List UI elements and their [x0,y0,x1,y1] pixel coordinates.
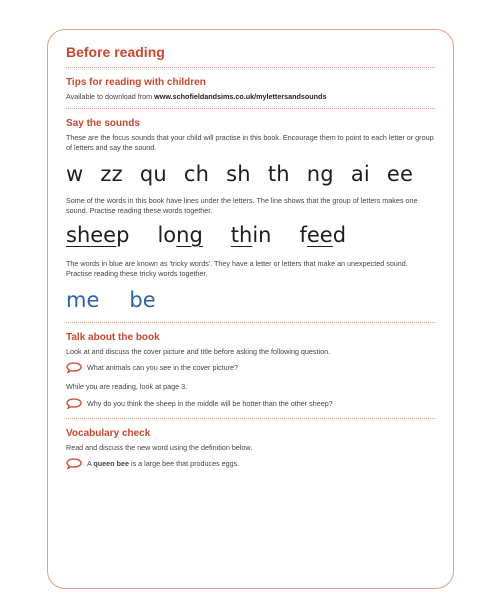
speech-bubble-icon [66,398,82,409]
grapheme-underlined: sh [66,222,91,247]
definition-body: is a large bee that produces eggs. [128,459,240,468]
grapheme-underlined: ee [90,222,117,247]
practice-word [66,223,129,247]
grapheme: p [116,222,130,247]
sound: zz [100,161,123,186]
sound: qu [139,161,167,186]
divider [66,67,435,68]
talk-intro: Look at and discuss the cover picture and title before asking the following question. [66,346,331,356]
sound: ng [306,161,334,186]
question-2 [66,398,435,409]
sound: sh [226,161,251,186]
definition-text [87,459,239,468]
tricky-word: me [66,287,100,312]
tips-text [66,92,435,103]
grapheme-underlined: ee [306,222,333,247]
tips-prefix: Available to download from [66,92,155,101]
tips-url-link[interactable]: www.schofieldandsims.co.uk/mylettersandsounds [154,92,327,101]
sounds-intro: These are the focus sounds that your child will practise in this book. Encourage them to point to each letter or group of letters and say the sound. [66,132,434,152]
grapheme-underlined: th [230,222,253,247]
question-text: What animals can you see in the cover picture? [87,363,239,372]
grapheme: in [252,222,272,247]
grapheme: d [332,222,347,247]
vocab-term: queen bee [93,459,129,468]
sound: ai [350,161,370,186]
tricky-text: The words in blue are known as 'tricky words'. They have a letter or letters that make an unexpected sound. Practise reading these tricky words together. [66,258,408,278]
practice-word [157,223,202,247]
grapheme: f [299,222,307,247]
sound: ee [386,161,414,186]
tips-section [66,77,435,103]
page-title: Before reading [66,44,165,60]
practice-word [231,223,272,247]
practice-word [299,223,346,247]
vocab-definition [66,458,435,469]
sound: th [267,161,290,186]
divider [66,418,435,419]
practice-words [66,223,435,247]
say-sounds-section [66,118,435,312]
question-1 [66,362,435,373]
sounds-list [66,162,435,186]
vocab-heading: Vocabulary check [66,427,151,439]
lines-text: Some of the words in this book have lines under the letters. The line shows that the group of letters makes one sound. Practise reading these words together. [66,195,418,215]
tricky-words [66,288,435,312]
vocab-intro: Read and discuss the new word using the definition below. [66,442,253,452]
talk-section [66,332,435,409]
page-text: While you are reading, look at page 3. [66,382,188,391]
definition-prefix: A [87,459,94,468]
sound: ch [183,161,210,186]
grapheme: lo [157,222,177,247]
tricky-word: be [129,287,156,312]
tips-heading: Tips for reading with children [66,77,206,88]
vocab-section [66,428,435,470]
sound: w [66,161,84,186]
divider [66,322,435,323]
question-text: Why do you think the sheep in the middle will be hotter than the other sheep? [87,398,333,408]
speech-bubble-icon [66,362,82,373]
grapheme-underlined: ng [176,222,203,247]
speech-bubble-icon [66,458,82,469]
before-reading-card [47,29,454,589]
divider [66,108,435,109]
sounds-heading: Say the sounds [66,117,140,129]
talk-heading: Talk about the book [66,331,160,343]
